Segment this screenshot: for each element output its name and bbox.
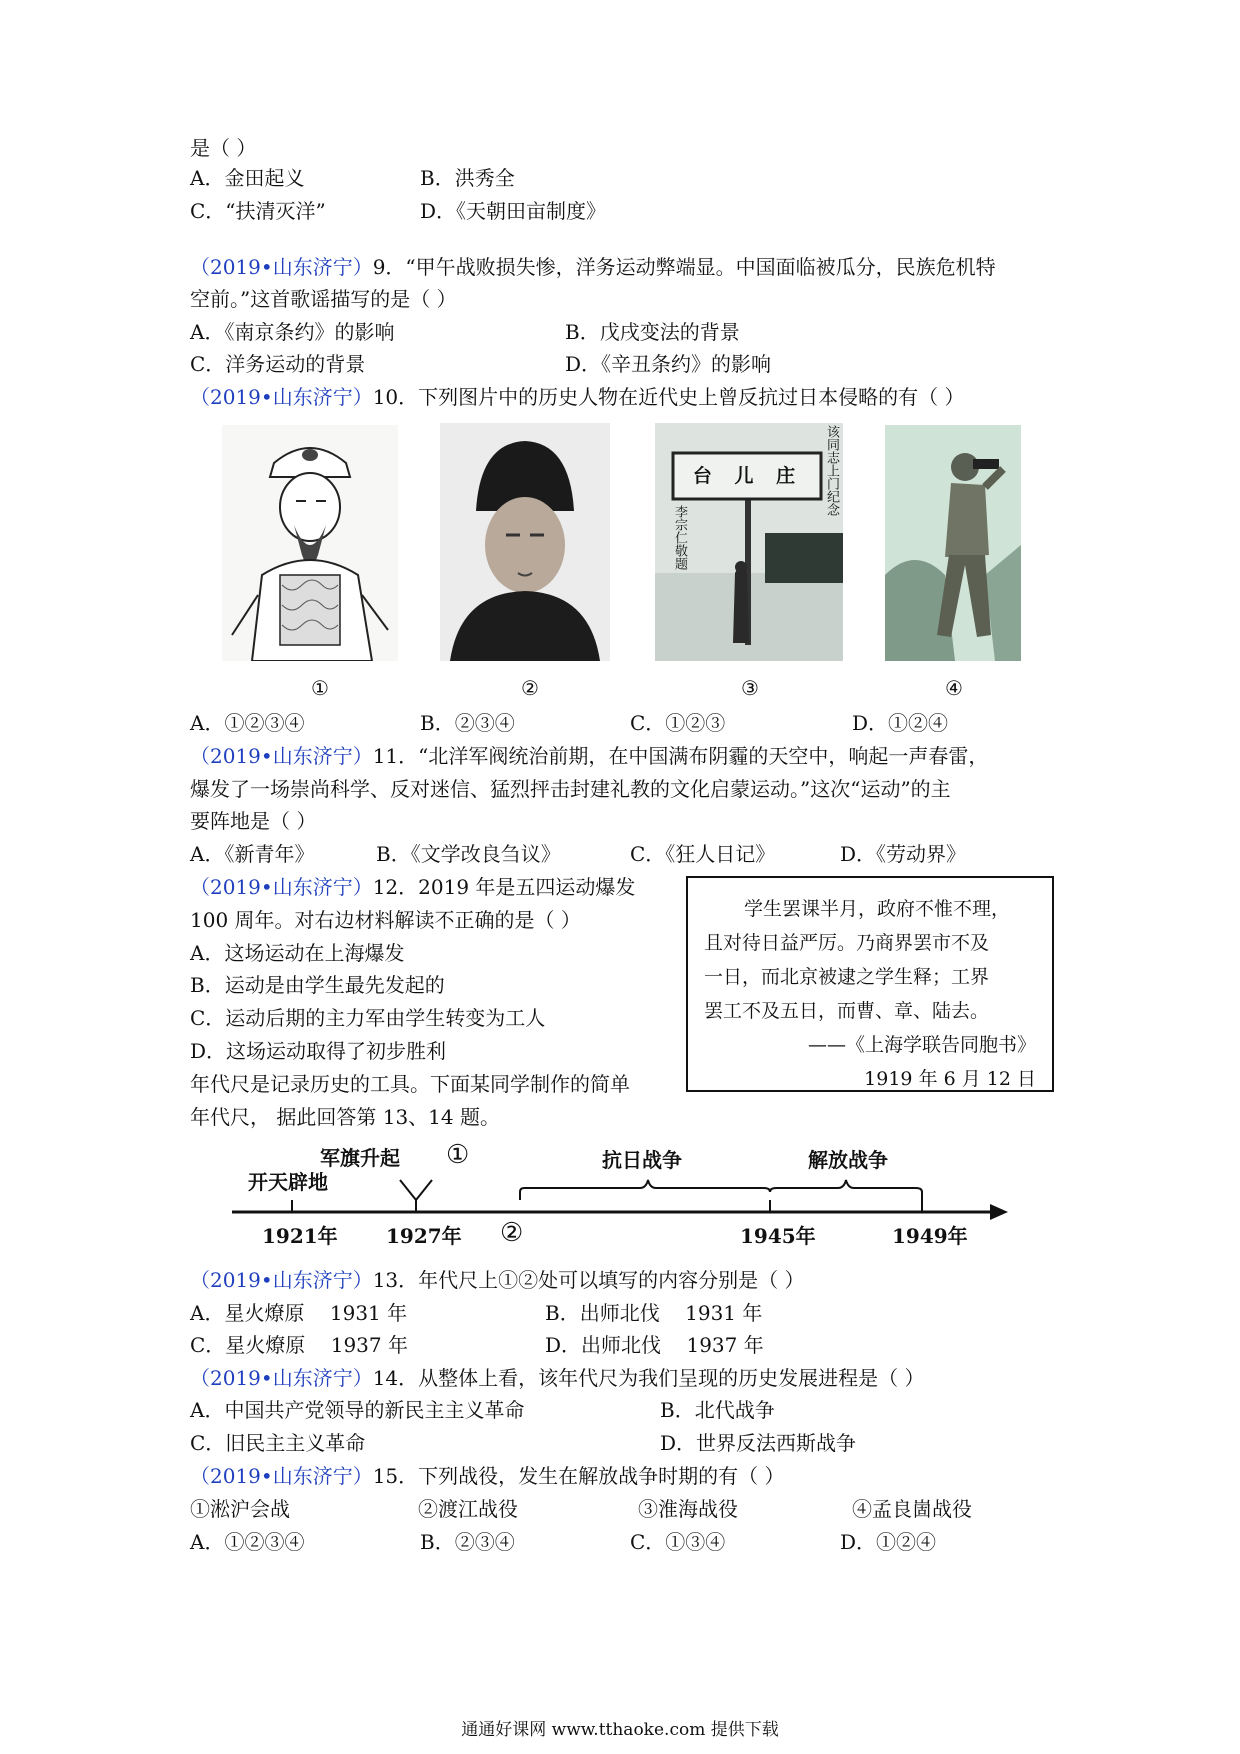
- q13-option-c: C．星火燎原 1937 年: [190, 1333, 408, 1357]
- q12-stem-line2: 100 周年。对右边材料解读不正确的是（ ）: [190, 908, 581, 932]
- q8-option-d: D．《天朝田亩制度》: [420, 199, 607, 223]
- q9-option-a: A．《南京条约》的影响: [190, 320, 395, 344]
- q13-option-a: A．星火燎原 1931 年: [190, 1301, 408, 1325]
- q15-stem: 15．下列战役，发生在解放战争时期的有（ ）: [372, 1464, 785, 1488]
- q15-option-a: A．①②③④: [190, 1530, 305, 1554]
- q15-option-d: D．①②④: [840, 1530, 937, 1554]
- q9-source: （2019•山东济宁）: [190, 255, 373, 279]
- q13-stem-line: [190, 1265, 805, 1295]
- q12-stem-line1: [190, 872, 635, 902]
- page-footer: 通通好课网 www.tthaoke.com 提供下载: [461, 1720, 779, 1740]
- q15-option-b: B．②③④: [420, 1530, 515, 1554]
- timeline-year-1927: 1927年: [386, 1224, 462, 1248]
- q14-source: （2019•山东济宁）: [190, 1366, 373, 1390]
- q10-option-c: C．①②③: [630, 711, 726, 735]
- q15-source: （2019•山东济宁）: [190, 1464, 373, 1488]
- q8-option-c: C．“扶清灭洋”: [190, 199, 326, 223]
- photo-3-left-inscription: 李宗仁敬题: [672, 505, 687, 570]
- q13-option-b: B．出师北伐 1931 年: [545, 1301, 763, 1325]
- photo-3-sign-text: 台 儿 庄: [692, 465, 804, 487]
- timeline-year-1921: 1921年: [262, 1224, 338, 1248]
- timeline-label-jiefang: 解放战争: [808, 1148, 888, 1172]
- q12-source: （2019•山东济宁）: [190, 875, 373, 899]
- q13-stem: 13．年代尺上①②处可以填写的内容分别是（ ）: [372, 1268, 805, 1292]
- q11-source: （2019•山东济宁）: [190, 744, 373, 768]
- q10-caption-1: ①: [311, 676, 329, 700]
- q11-option-c: C．《狂人日记》: [630, 842, 776, 866]
- q10-caption-2: ②: [521, 676, 539, 700]
- q15-stem-line: [190, 1461, 785, 1491]
- timeline-label-junqi: 军旗升起: [320, 1146, 400, 1170]
- timeline-year-1945: 1945年: [740, 1224, 816, 1248]
- q9-option-d: D．《辛丑条约》的影响: [565, 352, 772, 376]
- quote-line-2: 且对待日益严厉。乃商界罢市不及: [704, 932, 990, 954]
- q14-stem: 14．从整体上看，该年代尺为我们呈现的历史发展进程是（ ）: [372, 1366, 925, 1390]
- q11-option-d: D．《劳动界》: [840, 842, 967, 866]
- q12-option-d: D．这场运动取得了初步胜利: [190, 1039, 447, 1063]
- quote-line-3: 一日，而北京被逮之学生释；工界: [704, 966, 990, 988]
- q12-option-b: B．运动是由学生最先发起的: [190, 973, 445, 997]
- q8-option-a: A．金田起义: [190, 166, 305, 190]
- photo-3-taierzhuang-sign: [655, 423, 843, 661]
- q10-caption-3: ③: [741, 676, 759, 700]
- q14-option-b: B．北代战争: [660, 1398, 775, 1422]
- q13-source: （2019•山东济宁）: [190, 1268, 373, 1292]
- q9-stem: 9．“甲午战败损失惨，洋务运动弊端显。中国面临被瓜分，民族危机特: [372, 255, 996, 279]
- quote-source: ——《上海学联告同胞书》: [807, 1034, 1036, 1056]
- q9-stem-line1: [190, 252, 996, 282]
- q11-stem: 11．“北洋军阀统治前期，在中国满布阴霾的天空中，响起一声春雷，: [372, 744, 989, 768]
- quote-line-1: 学生罢课半月，政府不惟不理，: [744, 898, 1011, 920]
- timeline-mark-2: ②: [500, 1218, 524, 1248]
- q10-option-a: A．①②③④: [190, 711, 305, 735]
- photo-4-soldier-binoculars: [885, 425, 1021, 661]
- q9-option-c: C．洋务运动的背景: [190, 352, 366, 376]
- q15-item-3: ③淮海战役: [638, 1497, 738, 1521]
- q9-option-b: B．戊戌变法的背景: [565, 320, 740, 344]
- q10-stem-line: [190, 382, 965, 412]
- q14-option-d: D．世界反法西斯战争: [660, 1431, 857, 1455]
- intro-line1: 年代尺是记录历史的工具。下面某同学制作的简单: [190, 1072, 630, 1096]
- timeline-mark-1: ①: [446, 1140, 470, 1170]
- q11-stem-line1: [190, 741, 988, 771]
- q8-option-b: B．洪秀全: [420, 166, 515, 190]
- q9-stem-line2: 空前。”这首歌谣描写的是（ ）: [190, 287, 457, 311]
- q15-item-2: ②渡江战役: [418, 1497, 518, 1521]
- q10-option-b: B．②③④: [420, 711, 515, 735]
- q10-caption-4: ④: [945, 676, 963, 700]
- q12-option-a: A．这场运动在上海爆发: [190, 941, 405, 965]
- q10-source: （2019•山东济宁）: [190, 385, 373, 409]
- q14-stem-line: [190, 1363, 925, 1393]
- q15-item-4: ④孟良崮战役: [852, 1497, 972, 1521]
- timeline-year-1949: 1949年: [892, 1224, 968, 1248]
- intro-line2: 年代尺， 据此回答第 13、14 题。: [190, 1105, 500, 1129]
- q12-quote-box: [686, 876, 1054, 1092]
- q10-stem: 10．下列图片中的历史人物在近代史上曾反抗过日本侵略的有（ ）: [372, 385, 965, 409]
- photo-1-official-drawing: [222, 425, 398, 661]
- photo-2-portrait: [440, 423, 610, 661]
- q12-stem: 12．2019 年是五四运动爆发: [372, 875, 636, 899]
- timeline-label-kangri: 抗日战争: [602, 1148, 682, 1172]
- q11-option-b: B．《文学改良刍议》: [376, 842, 561, 866]
- q11-stem-line2: 爆发了一场崇尚科学、反对迷信、猛烈抨击封建礼教的文化启蒙运动。”这次“运动”的主: [190, 777, 951, 801]
- q14-option-a: A．中国共产党领导的新民主主义革命: [190, 1398, 525, 1422]
- q8-stem-tail: 是（ ）: [190, 136, 257, 160]
- quote-line-4: 罢工不及五日，而曹、章、陆去。: [704, 1000, 990, 1022]
- q13-option-d: D．出师北伐 1937 年: [545, 1333, 764, 1357]
- photo-3-right-inscription: 该同志上门纪念: [824, 425, 839, 516]
- q15-option-c: C．①③④: [630, 1530, 726, 1554]
- q11-stem-line3: 要阵地是（ ）: [190, 809, 317, 833]
- q11-option-a: A．《新青年》: [190, 842, 315, 866]
- q15-item-1: ①淞沪会战: [190, 1497, 290, 1521]
- timeline-label-kaitian: 开天辟地: [248, 1170, 328, 1194]
- q14-option-c: C．旧民主主义革命: [190, 1431, 366, 1455]
- q10-option-d: D．①②④: [852, 711, 949, 735]
- quote-date: 1919 年 6 月 12 日: [864, 1068, 1036, 1090]
- q12-option-c: C．运动后期的主力军由学生转变为工人: [190, 1006, 546, 1030]
